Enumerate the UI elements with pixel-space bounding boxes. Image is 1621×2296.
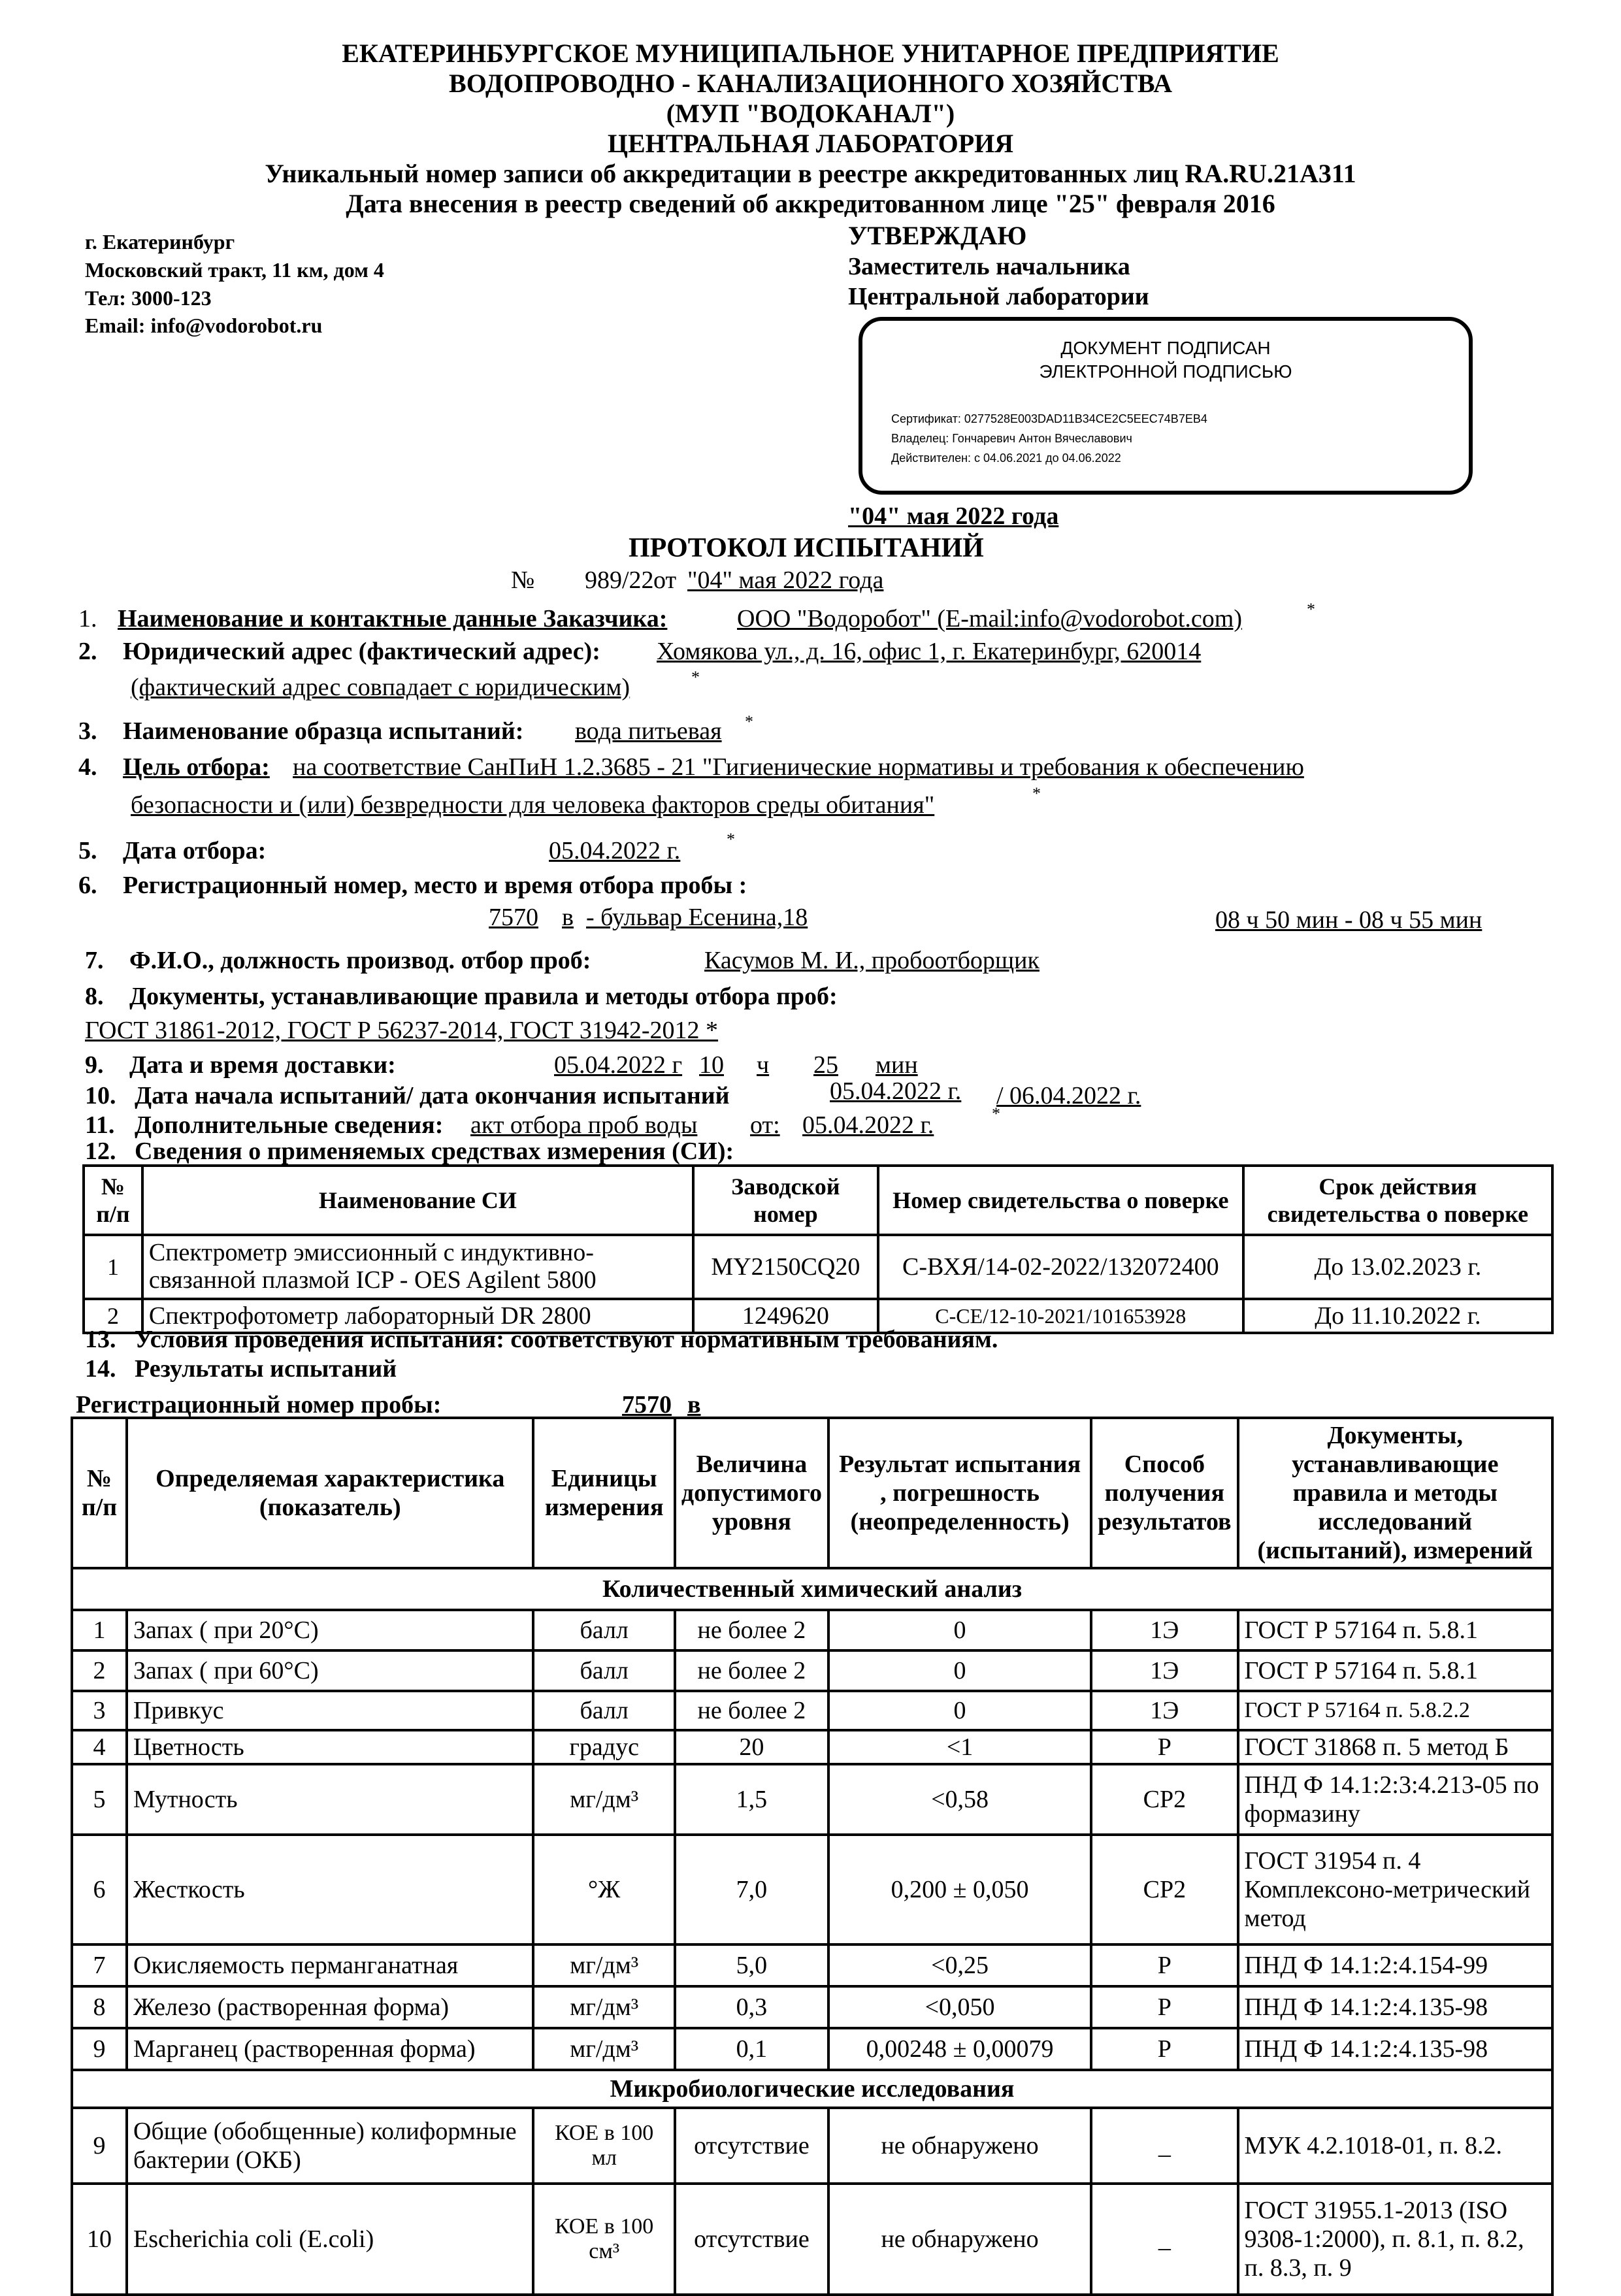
res-col-characteristic: Определяемая характеристика (показатель)	[127, 1418, 533, 1568]
si-cell-certificate: С-СЕ/12-10-2021/101653928	[878, 1299, 1243, 1333]
item-10-end: / 06.04.2022 г.	[996, 1082, 1141, 1109]
res-cell-limit: не более 2	[675, 1610, 828, 1650]
si-cell-certificate: С-ВХЯ/14-02-2022/132072400	[878, 1235, 1243, 1299]
res-cell-characteristic: Цветность	[127, 1730, 533, 1764]
res-cell-limit: 1,5	[675, 1764, 828, 1835]
res-cell-result: 0,00248 ± 0,00079	[828, 2028, 1091, 2070]
si-cell-validity: До 11.10.2022 г.	[1243, 1299, 1552, 1333]
res-cell-characteristic: Общие (обобщенные) колиформные бактерии (ОКБ)	[127, 2108, 533, 2184]
table-row	[72, 1610, 1552, 1650]
table-row	[72, 1764, 1552, 1835]
item-13-label: Условия проведения испытания: соответствуют нормативным требованиям.	[135, 1326, 998, 1353]
signature-line2: ЭЛЕКТРОННОЙ ПОДПИСЬЮ	[1039, 361, 1292, 382]
res-col-limit: Величина допустимого уровня	[675, 1418, 828, 1568]
item-10-label: Дата начала испытаний/ дата окончания испытаний	[135, 1082, 730, 1109]
item-4-label: Цель отбора:	[123, 753, 270, 781]
res-cell-limit: не более 2	[675, 1691, 828, 1730]
item-5-star: *	[727, 830, 735, 849]
res-col-units: Единицы измерения	[533, 1418, 674, 1568]
res-cell-units: КОЕ в 100 см³	[533, 2184, 674, 2295]
address-email: Email: info@vodorobot.ru	[85, 314, 323, 337]
item-6-label: Регистрационный номер, место и время отбора пробы :	[123, 872, 747, 899]
item-10-number: 10.	[85, 1082, 116, 1109]
item-4-number: 4.	[78, 753, 97, 781]
item-5-number: 5.	[78, 837, 97, 864]
res-cell-characteristic: Марганец (растворенная форма)	[127, 2028, 533, 2070]
protocol-date: "04" мая 2022 года	[687, 566, 884, 594]
item-4-value-line2: безопасности и (или) безвредности для человека факторов среды обитания"	[131, 791, 935, 819]
protocol-number-sign: №	[511, 566, 535, 594]
res-cell-num: 9	[72, 2108, 127, 2184]
sample-reg-label: Регистрационный номер пробы:	[76, 1391, 442, 1419]
si-cell-serial: 1249620	[693, 1299, 878, 1333]
table-row	[72, 1691, 1552, 1730]
item-2-value-line2: (фактический адрес совпадает с юридическим)	[131, 674, 630, 701]
item-11-date: 05.04.2022 г.	[802, 1111, 934, 1139]
protocol-date-prefix: от	[653, 566, 677, 594]
res-cell-limit: 0,3	[675, 1986, 828, 2028]
item-6-place: - бульвар Есенина,18	[586, 904, 808, 931]
item-5-value: 05.04.2022 г.	[549, 837, 681, 864]
item-13-number: 13.	[85, 1326, 116, 1353]
item-2-number: 2.	[78, 638, 97, 665]
item-6-time: 08 ч 50 мин - 08 ч 55 мин	[1215, 906, 1482, 934]
res-cell-characteristic: Жесткость	[127, 1835, 533, 1944]
sample-reg-suffix: в	[687, 1391, 701, 1419]
si-cell-name: Спектрофотометр лабораторный DR 2800	[142, 1299, 693, 1333]
org-name-line3: (МУП "ВОДОКАНАЛ")	[666, 99, 955, 128]
item-2-star: *	[691, 668, 700, 687]
signature-owner: Владелец: Гончаревич Антон Вячеславович	[891, 432, 1132, 445]
item-9-minute: 25	[813, 1051, 838, 1079]
item-11-from: от:	[750, 1111, 780, 1139]
signature-validity: Действителен: с 04.06.2021 до 04.06.2022	[891, 451, 1121, 465]
item-9-hour: 10	[699, 1051, 724, 1079]
res-cell-num: 10	[72, 2184, 127, 2295]
res-col-documents: Документы, устанавливающие правила и методы исследований (испытаний), измерений	[1238, 1418, 1552, 1568]
section-row	[72, 1568, 1552, 1610]
res-cell-characteristic: Окисляемость перманганатная	[127, 1944, 533, 1986]
approval-position1: Заместитель начальника	[848, 253, 1130, 280]
item-1-label: Наименование и контактные данные Заказчика:	[118, 605, 668, 632]
org-name-line1: ЕКАТЕРИНБУРГСКОЕ МУНИЦИПАЛЬНОЕ УНИТАРНОЕ ПРЕДПРИЯТИЕ	[342, 39, 1279, 68]
res-cell-result: <1	[828, 1730, 1091, 1764]
res-cell-document: ПНД Ф 14.1:2:4.135-98	[1238, 2028, 1552, 2070]
res-cell-num: 3	[72, 1691, 127, 1730]
res-cell-method-type: Р	[1091, 1944, 1237, 1986]
res-cell-units: балл	[533, 1650, 674, 1691]
res-cell-document: ГОСТ Р 57164 п. 5.8.2.2	[1238, 1691, 1552, 1730]
res-cell-document: ПНД Ф 14.1:2:4.154-99	[1238, 1944, 1552, 1986]
item-4-star: *	[1032, 784, 1041, 803]
res-cell-method-type: _	[1091, 2184, 1237, 2295]
approval-title: УТВЕРЖДАЮ	[848, 221, 1027, 250]
res-cell-units: градус	[533, 1730, 674, 1764]
address-city: г. Екатеринбург	[85, 230, 235, 254]
res-cell-num: 1	[72, 1610, 127, 1650]
table-row	[72, 1730, 1552, 1764]
item-3-label: Наименование образца испытаний:	[123, 717, 524, 745]
res-cell-method-type: 1Э	[1091, 1610, 1237, 1650]
table-row	[84, 1235, 1552, 1299]
res-cell-units: мг/дм³	[533, 1944, 674, 1986]
si-col-num: № п/п	[84, 1166, 142, 1235]
res-cell-units: балл	[533, 1691, 674, 1730]
item-12-label: Сведения о применяемых средствах измерения (СИ):	[135, 1138, 734, 1165]
protocol-title: ПРОТОКОЛ ИСПЫТАНИЙ	[629, 533, 984, 563]
res-col-method-type: Способ получения результатов	[1091, 1418, 1237, 1568]
item-7-label: Ф.И.О., должность производ. отбор проб:	[129, 947, 591, 974]
protocol-number: 989/22	[585, 566, 654, 594]
res-cell-method-type: Р	[1091, 1986, 1237, 2028]
item-1-value: ООО "Водоробот" (E-mail:info@vodorobot.com)	[737, 605, 1242, 632]
item-11-label: Дополнительные сведения:	[135, 1111, 444, 1139]
item-9-date: 05.04.2022 г	[554, 1051, 683, 1079]
item-1-star: *	[1307, 600, 1315, 619]
res-cell-characteristic: Запах ( при 60°С)	[127, 1650, 533, 1691]
res-cell-document: ГОСТ Р 57164 п. 5.8.1	[1238, 1610, 1552, 1650]
si-table	[82, 1164, 1554, 1334]
res-cell-method-type: 1Э	[1091, 1691, 1237, 1730]
res-cell-num: 2	[72, 1650, 127, 1691]
res-cell-characteristic: Escherichia coli (E.coli)	[127, 2184, 533, 2295]
res-cell-document: ПНД Ф 14.1:2:4.135-98	[1238, 1986, 1552, 2028]
res-cell-characteristic: Привкус	[127, 1691, 533, 1730]
accreditation-date: Дата внесения в реестр сведений об аккредитованном лице "25" февраля 2016	[346, 189, 1275, 218]
res-cell-limit: 20	[675, 1730, 828, 1764]
item-10-start: 05.04.2022 г.	[830, 1077, 962, 1105]
res-cell-document: ГОСТ 31954 п. 4 Комплексоно-метрический метод	[1238, 1835, 1552, 1944]
item-3-star: *	[745, 712, 753, 731]
res-cell-limit: 7,0	[675, 1835, 828, 1944]
table-row	[72, 1944, 1552, 1986]
res-cell-num: 8	[72, 1986, 127, 2028]
address-street: Московский тракт, 11 км, дом 4	[85, 258, 384, 282]
org-name-line2: ВОДОПРОВОДНО - КАНАЛИЗАЦИОННОГО ХОЗЯЙСТВА	[449, 69, 1172, 98]
item-9-label: Дата и время доставки:	[129, 1051, 396, 1079]
si-col-validity: Срок действия свидетельства о поверке	[1243, 1166, 1552, 1235]
item-11-value: акт отбора проб воды	[470, 1111, 698, 1139]
res-cell-method-type: _	[1091, 2108, 1237, 2184]
table-row	[72, 1650, 1552, 1691]
item-8-number: 8.	[85, 983, 104, 1010]
item-8-value: ГОСТ 31861-2012, ГОСТ Р 56237-2014, ГОСТ 31942-2012 *	[85, 1017, 719, 1044]
item-9-hour-unit: ч	[757, 1051, 770, 1079]
results-table-header	[72, 1418, 1552, 1568]
res-cell-limit: 0,1	[675, 2028, 828, 2070]
item-14-number: 14.	[85, 1355, 116, 1383]
res-cell-result: <0,050	[828, 1986, 1091, 2028]
electronic-signature-stamp	[859, 317, 1473, 495]
si-col-serial: Заводской номер	[693, 1166, 878, 1235]
res-cell-document: ГОСТ 31955.1-2013 (ISO 9308-1:2000), п. 8.1, п. 8.2, п. 8.3, п. 9	[1238, 2184, 1552, 2295]
item-6-regnum: 7570	[489, 904, 538, 931]
res-cell-units: балл	[533, 1610, 674, 1650]
item-12-number: 12.	[85, 1138, 116, 1165]
res-cell-units: мг/дм³	[533, 2028, 674, 2070]
res-cell-result: <0,25	[828, 1944, 1091, 1986]
res-col-num: № п/п	[72, 1418, 127, 1568]
res-cell-result: 0,200 ± 0,050	[828, 1835, 1091, 1944]
item-6-suffix: в	[562, 904, 574, 931]
res-cell-method-type: Р	[1091, 2028, 1237, 2070]
item-9-minute-unit: мин	[876, 1051, 918, 1079]
accreditation-number: Уникальный номер записи об аккредитации в реестре аккредитованных лиц RA.RU.21А311	[265, 159, 1356, 188]
si-col-certificate: Номер свидетельства о поверке	[878, 1166, 1243, 1235]
res-cell-result: <0,58	[828, 1764, 1091, 1835]
res-cell-num: 4	[72, 1730, 127, 1764]
res-cell-num: 7	[72, 1944, 127, 1986]
res-cell-num: 5	[72, 1764, 127, 1835]
item-7-value: Касумов М. И., пробоотборщик	[704, 947, 1040, 974]
res-cell-method-type: СР2	[1091, 1764, 1237, 1835]
res-cell-result: 0	[828, 1610, 1091, 1650]
res-cell-units: °Ж	[533, 1835, 674, 1944]
res-cell-result: 0	[828, 1650, 1091, 1691]
item-1-number: 1.	[78, 605, 97, 632]
si-col-name: Наименование СИ	[142, 1166, 693, 1235]
res-cell-document: МУК 4.2.1018-01, п. 8.2.	[1238, 2108, 1552, 2184]
res-col-result: Результат испытания , погрешность (неопределенность)	[828, 1418, 1091, 1568]
item-3-number: 3.	[78, 717, 97, 745]
item-4-value: на соответствие СанПиН 1.2.3685 - 21 "Гигиенические нормативы и требования к обеспечению	[293, 753, 1304, 781]
table-row	[72, 1835, 1552, 1944]
item-5-label: Дата отбора:	[123, 837, 267, 864]
item-11-number: 11.	[85, 1111, 115, 1139]
item-7-number: 7.	[85, 947, 104, 974]
item-9-number: 9.	[85, 1051, 104, 1079]
address-phone: Тел: 3000-123	[85, 286, 212, 310]
res-cell-document: ПНД Ф 14.1:2:3:4.213-05 по формазину	[1238, 1764, 1552, 1835]
res-cell-method-type: Р	[1091, 1730, 1237, 1764]
item-2-value: Хомякова ул., д. 16, офис 1, г. Екатеринбург, 620014	[657, 638, 1202, 665]
item-8-label: Документы, устанавливающие правила и методы отбора проб:	[129, 983, 838, 1010]
table-row	[72, 2028, 1552, 2070]
res-cell-limit: отсутствие	[675, 2108, 828, 2184]
res-cell-limit: 5,0	[675, 1944, 828, 1986]
signature-certificate: Сертификат: 0277528E003DAD11B34CE2C5EEC74B7EB4	[891, 412, 1207, 425]
res-cell-units: мг/дм³	[533, 1986, 674, 2028]
res-cell-document: ГОСТ Р 57164 п. 5.8.1	[1238, 1650, 1552, 1691]
res-cell-characteristic: Железо (растворенная форма)	[127, 1986, 533, 2028]
item-2-label: Юридический адрес (фактический адрес):	[123, 638, 600, 665]
approval-date: "04" мая 2022 года	[848, 502, 1059, 530]
res-cell-limit: отсутствие	[675, 2184, 828, 2295]
si-cell-num: 2	[84, 1299, 142, 1333]
si-cell-name: Спектрометр эмиссионный с индуктивно-связанной плазмой ICP - OES Agilent 5800	[142, 1235, 693, 1299]
item-14-label: Результаты испытаний	[135, 1355, 397, 1383]
section-microbiological: Микробиологические исследования	[72, 2070, 1552, 2108]
item-3-value: вода питьевая	[575, 717, 722, 745]
si-cell-num: 1	[84, 1235, 142, 1299]
res-cell-result: 0	[828, 1691, 1091, 1730]
res-cell-document: ГОСТ 31868 п. 5 метод Б	[1238, 1730, 1552, 1764]
signature-line1: ДОКУМЕНТ ПОДПИСАН	[1060, 338, 1271, 358]
si-table-header	[84, 1166, 1552, 1235]
res-cell-limit: не более 2	[675, 1650, 828, 1691]
sample-reg-value: 7570	[622, 1391, 672, 1419]
si-cell-serial: MY2150CQ20	[693, 1235, 878, 1299]
table-row	[72, 1986, 1552, 2028]
table-row	[72, 2108, 1552, 2184]
res-cell-characteristic: Запах ( при 20°С)	[127, 1610, 533, 1650]
res-cell-result: не обнаружено	[828, 2108, 1091, 2184]
results-table	[71, 1417, 1554, 2296]
section-row	[72, 2070, 1552, 2108]
res-cell-units: мг/дм³	[533, 1764, 674, 1835]
res-cell-units: КОЕ в 100 мл	[533, 2108, 674, 2184]
res-cell-characteristic: Мутность	[127, 1764, 533, 1835]
res-cell-num: 6	[72, 1835, 127, 1944]
table-row	[72, 2184, 1552, 2295]
org-department: ЦЕНТРАЛЬНАЯ ЛАБОРАТОРИЯ	[607, 129, 1014, 158]
item-11-star: *	[992, 1104, 1000, 1123]
res-cell-method-type: 1Э	[1091, 1650, 1237, 1691]
section-chemical: Количественный химический анализ	[72, 1568, 1552, 1610]
res-cell-num: 9	[72, 2028, 127, 2070]
res-cell-result: не обнаружено	[828, 2184, 1091, 2295]
item-6-number: 6.	[78, 872, 97, 899]
res-cell-method-type: СР2	[1091, 1835, 1237, 1944]
approval-position2: Центральной лаборатории	[848, 283, 1149, 310]
si-cell-validity: До 13.02.2023 г.	[1243, 1235, 1552, 1299]
